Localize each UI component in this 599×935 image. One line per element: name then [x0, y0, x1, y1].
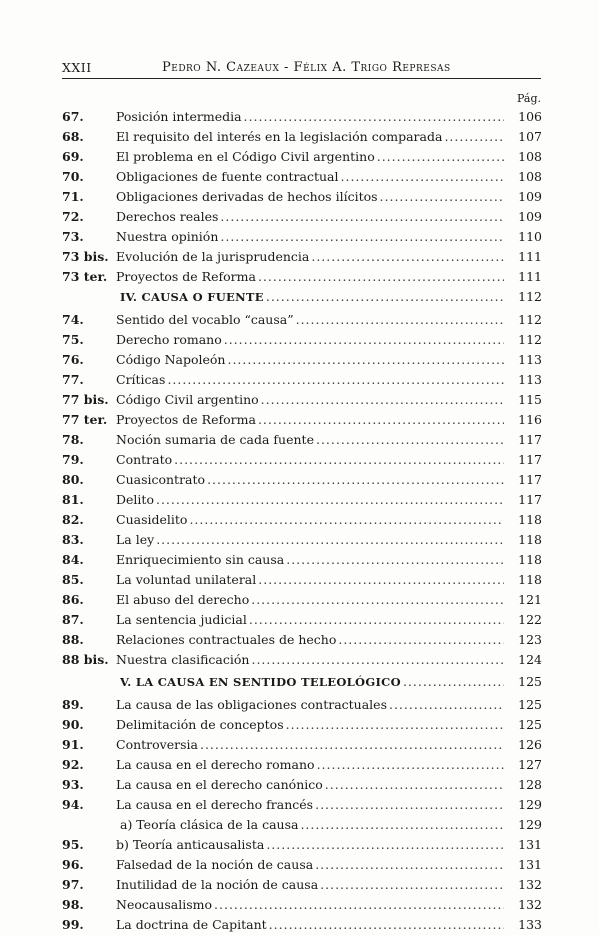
toc-entry [62, 450, 542, 470]
toc-entry-title-text: Derecho romano [116, 332, 222, 347]
toc-entry-title [116, 227, 504, 247]
header-authors: Pedro N. Cazeaux - Félix A. Trigo Represas [162, 60, 451, 75]
toc-entry-title-text: IV. CAUSA O FUENTE [120, 290, 264, 304]
toc-entry-title [116, 187, 504, 207]
toc-entry-number: 89. [62, 697, 84, 712]
toc-entry [62, 530, 542, 550]
toc-entry-number: 86. [62, 592, 84, 607]
toc-entry-title-text: Relaciones contractuales de hecho [116, 632, 337, 647]
toc-entry-title [116, 107, 504, 127]
toc-entry-title-text: Contrato [116, 452, 173, 467]
toc-entry-number: 84. [62, 552, 84, 567]
toc-entry [62, 815, 542, 835]
toc-entry [62, 370, 542, 390]
toc-entry-page: 122 [518, 612, 542, 627]
toc-entry [62, 267, 542, 287]
toc-entry-title-text: La voluntad unilateral [116, 572, 257, 587]
toc-entry-title [116, 755, 504, 775]
toc-entry-page: 129 [518, 817, 542, 832]
toc-entry-title-text: Noción sumaria de cada fuente [116, 432, 314, 447]
toc-entry [62, 127, 542, 147]
toc-entry [62, 550, 542, 570]
toc-entry-title-text: Código Napoleón [116, 352, 226, 367]
toc-entry [62, 167, 542, 187]
toc-entry-number: 92. [62, 757, 84, 772]
toc-entry-title-text: Enriquecimiento sin causa [116, 552, 285, 567]
toc-entry-title-text: Proyectos de Reforma [116, 412, 256, 427]
toc-entry [62, 895, 542, 915]
toc-entry-page: 118 [518, 552, 542, 567]
toc-entry-number: 79. [62, 452, 84, 467]
toc-entry-number: 70. [62, 169, 84, 184]
toc-entry-title-text: Delimitación de conceptos [116, 717, 284, 732]
toc-entry-page: 115 [518, 392, 542, 407]
toc-entry-page: 106 [518, 109, 542, 124]
toc-entry [62, 855, 542, 875]
toc-entry-title-text: Falsedad de la noción de causa [116, 857, 314, 872]
toc-entry-page: 125 [518, 697, 542, 712]
toc-entry-title [116, 267, 504, 287]
toc-entry-title [116, 550, 504, 570]
toc-entry-title-text: Neocausalismo [116, 897, 213, 912]
toc-entry-page: 123 [518, 632, 542, 647]
toc-entry-page: 113 [518, 352, 542, 367]
page-number: XXII [62, 60, 92, 75]
toc-entry [62, 795, 542, 815]
toc-entry [62, 630, 542, 650]
toc-entry [62, 330, 542, 350]
toc-entry-title [116, 490, 504, 510]
toc-entry [62, 570, 542, 590]
toc-entry-number: 76. [62, 352, 84, 367]
toc-entry-title [116, 450, 504, 470]
toc-entry-number: 82. [62, 512, 84, 527]
toc-entry-page: 127 [518, 757, 542, 772]
toc-entry [62, 650, 542, 670]
toc-entry [62, 695, 542, 715]
toc-entry-title [116, 650, 504, 670]
toc-entry-title [116, 430, 504, 450]
toc-entry-number: 67. [62, 109, 84, 124]
toc-entry [62, 107, 542, 127]
toc-entry-title [116, 370, 504, 390]
toc-entry-title [116, 390, 504, 410]
toc-entry-number: 69. [62, 149, 84, 164]
toc-entry-title [116, 167, 504, 187]
toc-entry-title [116, 735, 504, 755]
toc-entry-page: 132 [518, 877, 542, 892]
toc-entry-page: 133 [518, 917, 542, 932]
toc-entry-number: 99. [62, 917, 84, 932]
toc-entry-title-text: Cuasicontrato [116, 472, 206, 487]
toc-entry-page: 116 [518, 412, 542, 427]
toc-entry [62, 310, 542, 330]
toc-entry-number: 95. [62, 837, 84, 852]
toc-entry-page: 118 [518, 572, 542, 587]
toc-entry-page: 117 [518, 472, 542, 487]
toc-entry-number: 81. [62, 492, 84, 507]
toc-entry-title [116, 470, 504, 490]
toc-entry-number: 73. [62, 229, 84, 244]
toc-entry [62, 835, 542, 855]
toc-entry-title [120, 287, 504, 307]
toc-entry [62, 187, 542, 207]
toc-entry-number: 83. [62, 532, 84, 547]
toc-entry-title-text: La causa en el derecho canónico [116, 777, 323, 792]
toc-section-heading [62, 287, 542, 307]
toc-entry-page: 117 [518, 492, 542, 507]
toc-entry-page: 131 [518, 857, 542, 872]
toc-entry-page: 121 [518, 592, 542, 607]
toc-entry-page: 113 [518, 372, 542, 387]
toc-entry-title-text: Posición intermedia [116, 109, 242, 124]
toc-entry-title-text: Delito [116, 492, 154, 507]
toc-entry-number: 91. [62, 737, 84, 752]
toc-entry-title [116, 510, 504, 530]
toc-entry-number: 73 ter. [62, 269, 108, 284]
toc-entry-title-text: Cuasidelito [116, 512, 188, 527]
toc-entry-page: 118 [518, 512, 542, 527]
toc-entry [62, 775, 542, 795]
toc-entry-title [116, 350, 504, 370]
toc-entry [62, 735, 542, 755]
toc-entry-number: 68. [62, 129, 84, 144]
toc-entry-number: 80. [62, 472, 84, 487]
toc-entry-number: 72. [62, 209, 84, 224]
toc-entry [62, 350, 542, 370]
toc-entry-number: 78. [62, 432, 84, 447]
toc-entry [62, 590, 542, 610]
toc-entry-page: 108 [518, 149, 542, 164]
toc-entry-page: 112 [518, 312, 542, 327]
toc-entry-number: 98. [62, 897, 84, 912]
toc-entry-page: 111 [518, 269, 542, 284]
toc-entry-title [116, 695, 504, 715]
toc-entry [62, 715, 542, 735]
toc-entry-number: 96. [62, 857, 84, 872]
toc-entry-title-text: La causa en el derecho francés [116, 797, 314, 812]
toc-entry-page: 125 [518, 674, 542, 689]
toc-entry-title [116, 715, 504, 735]
toc-entry-page: 107 [518, 129, 542, 144]
toc-entry-page: 109 [518, 189, 542, 204]
toc-entry [62, 755, 542, 775]
toc-entry-title-text: b) Teoría anticausalista [116, 837, 265, 852]
toc-entry-title [116, 915, 504, 935]
toc-entry-page: 118 [518, 532, 542, 547]
toc-entry [62, 410, 542, 430]
toc-entry-page: 111 [518, 249, 542, 264]
toc-entry-title [116, 795, 504, 815]
toc-entry-title [116, 855, 504, 875]
toc-section-heading [62, 672, 542, 692]
toc-entry-number: 90. [62, 717, 84, 732]
toc-entry-page: 128 [518, 777, 542, 792]
toc-entry-title-text: V. LA CAUSA EN SENTIDO TELEOLÓGICO [120, 675, 401, 689]
toc-entry-title-text: Obligaciones de fuente contractual [116, 169, 339, 184]
toc-entry-title-text: La ley [116, 532, 155, 547]
toc-entry-number: 75. [62, 332, 84, 347]
toc-entry-number: 93. [62, 777, 84, 792]
toc-entry-page: 117 [518, 452, 542, 467]
toc-entry-title-text: La sentencia judicial [116, 612, 247, 627]
toc-entry-title-text: La causa de las obligaciones contractuales [116, 697, 387, 712]
toc-entry [62, 875, 542, 895]
toc-entry-page: 132 [518, 897, 542, 912]
toc-entry [62, 390, 542, 410]
toc-entry-title-text: El requisito del interés en la legislación comparada [116, 129, 443, 144]
toc-entry-number: 94. [62, 797, 84, 812]
toc-entry-title-text: Obligaciones derivadas de hechos ilícitos [116, 189, 378, 204]
toc-entry-title-text: Inutilidad de la noción de causa [116, 877, 319, 892]
toc-entry-number: 87. [62, 612, 84, 627]
toc-entry [62, 915, 542, 935]
toc-entry-page: 117 [518, 432, 542, 447]
toc-entry-title-text: Nuestra opinión [116, 229, 219, 244]
toc-entry-page: 109 [518, 209, 542, 224]
toc-entry-title [116, 610, 504, 630]
toc-entry-title [116, 310, 504, 330]
toc-entry-page: 125 [518, 717, 542, 732]
toc-entry-title-text: La causa en el derecho romano [116, 757, 315, 772]
toc-entry-title [116, 127, 504, 147]
page-header [62, 58, 541, 79]
toc-entry-number: 88 bis. [62, 652, 109, 667]
toc-entry-title [116, 895, 504, 915]
toc-entry-title [116, 247, 504, 267]
toc-entry-title [116, 875, 504, 895]
toc-entry-title [120, 815, 504, 835]
toc-entry-number: 74. [62, 312, 84, 327]
toc-entry-page: 124 [518, 652, 542, 667]
toc-entry [62, 610, 542, 630]
toc-entry-page: 108 [518, 169, 542, 184]
toc-entry-number: 73 bis. [62, 249, 109, 264]
toc-entry-number: 71. [62, 189, 84, 204]
toc-entry-title-text: Evolución de la jurisprudencia [116, 249, 310, 264]
toc-entry-title-text: Controversia [116, 737, 198, 752]
toc-entry-page: 110 [518, 229, 542, 244]
toc-entry-title [116, 570, 504, 590]
toc-entry-title [116, 530, 504, 550]
toc-entry-title-text: La doctrina de Capitant [116, 917, 267, 932]
toc-entry [62, 470, 542, 490]
toc-entry-title-text: Sentido del vocablo “causa” [116, 312, 294, 327]
toc-entry [62, 147, 542, 167]
toc-entry [62, 490, 542, 510]
toc-entry-title [120, 672, 504, 692]
toc-entry-title-text: Proyectos de Reforma [116, 269, 256, 284]
toc-entry-number: 97. [62, 877, 84, 892]
toc-entry-title-text: Críticas [116, 372, 166, 387]
toc-entry-title-text: Derechos reales [116, 209, 219, 224]
toc-entry-title-text: El problema en el Código Civil argentino [116, 149, 375, 164]
page-column-label: Pág. [516, 92, 541, 105]
toc-entry-number: 77. [62, 372, 84, 387]
toc-entry-number: 77 ter. [62, 412, 108, 427]
toc-entry-number: 77 bis. [62, 392, 109, 407]
toc-entry-title-text: a) Teoría clásica de la causa [120, 817, 299, 832]
toc-entry [62, 510, 542, 530]
toc-entry-title [116, 410, 504, 430]
toc-entry [62, 247, 542, 267]
toc-entry [62, 207, 542, 227]
toc-entry-page: 126 [518, 737, 542, 752]
toc-entry-title-text: Nuestra clasificación [116, 652, 250, 667]
toc-entry-title [116, 590, 504, 610]
toc-entry-title [116, 775, 504, 795]
toc-entry [62, 430, 542, 450]
toc-entry-title [116, 630, 504, 650]
toc-entry-title [116, 330, 504, 350]
toc-entry-title [116, 147, 504, 167]
toc-entry-title [116, 207, 504, 227]
toc-entry-title-text: Código Civil argentino [116, 392, 259, 407]
toc-entry [62, 227, 542, 247]
toc-entry-page: 129 [518, 797, 542, 812]
toc-entry-page: 112 [518, 332, 542, 347]
toc-entry-title-text: El abuso del derecho [116, 592, 250, 607]
toc-entry-number: 85. [62, 572, 84, 587]
toc-entry-title [116, 835, 504, 855]
toc-entry-page: 112 [518, 289, 542, 304]
toc-entry-number: 88. [62, 632, 84, 647]
toc-entry-page: 131 [518, 837, 542, 852]
